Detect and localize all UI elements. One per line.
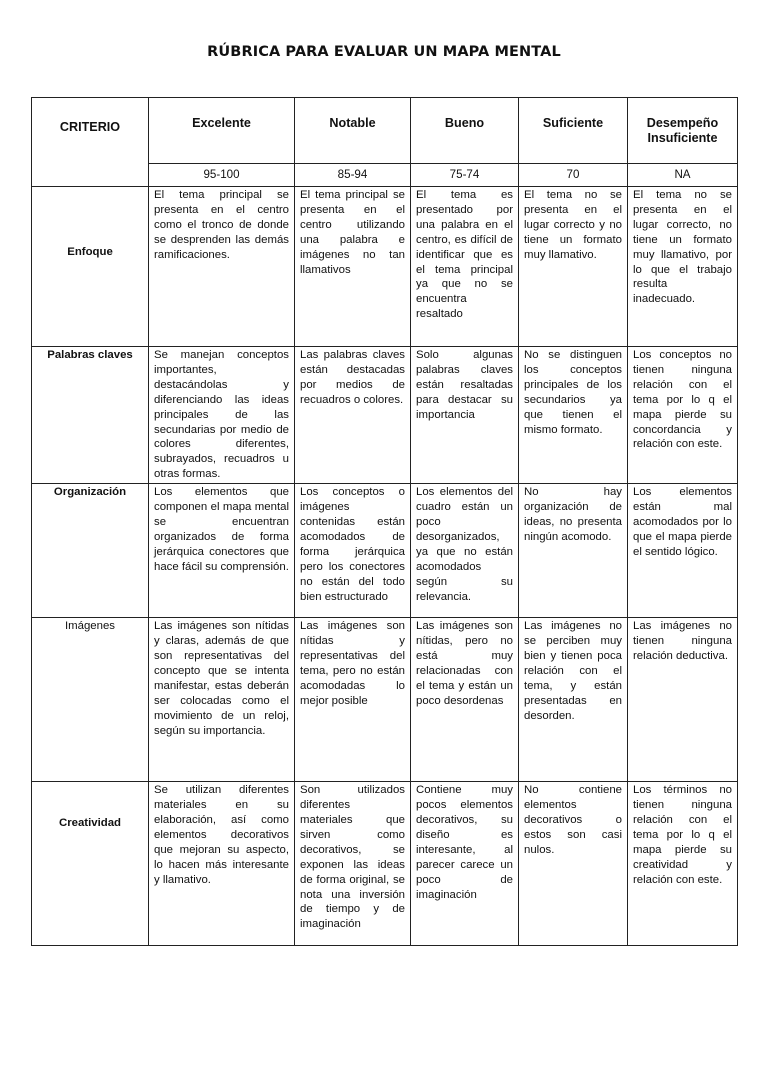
table-cell: Los elementos están mal acomodados por lo que el mapa pierde el sentido lógico. bbox=[628, 484, 738, 618]
table-cell: Los elementos del cuadro están un poco desorganizados, ya que no están acomodados según su relevancia. bbox=[411, 484, 519, 618]
table-cell: Las imágenes son nítidas, pero no está muy relacionadas con el tema y están un poco desordenas bbox=[411, 618, 519, 782]
criterion-imagenes: Imágenes bbox=[32, 618, 149, 782]
level-header-insuficiente: Desempeño Insuficiente bbox=[628, 98, 738, 164]
table-cell: Las imágenes no se perciben muy bien y tienen poca relación con el tema, y están presentadas en desorden. bbox=[519, 618, 628, 782]
table-cell: El tema no se presenta en el lugar correcto, no tiene un formato muy llamativo, por lo que el trabajo resulta inadecuado. bbox=[628, 187, 738, 347]
table-row bbox=[32, 347, 738, 484]
table-cell: Se utilizan diferentes materiales en su elaboración, así como elementos decorativos que mejoran su aspecto, lo hacen más interesante y llamativo. bbox=[149, 782, 295, 946]
level-header-notable: Notable bbox=[295, 98, 411, 164]
table-cell: No contiene elementos decorativos o estos son casi nulos. bbox=[519, 782, 628, 946]
header-row bbox=[32, 98, 738, 164]
criterion-organizacion: Organización bbox=[32, 484, 149, 618]
score-bueno: 75-74 bbox=[411, 164, 519, 187]
page-title: RÚBRICA PARA EVALUAR UN MAPA MENTAL bbox=[207, 44, 561, 60]
table-cell: Los conceptos o imágenes contenidas están acomodados de forma jerárquica pero los conectores no están del todo bien estructurado bbox=[295, 484, 411, 618]
score-excelente: 95-100 bbox=[149, 164, 295, 187]
table-cell: Son utilizados diferentes materiales que sirven como decorativos, se exponen las ideas de forma original, se nota una inversión de tiempo y de imaginación bbox=[295, 782, 411, 946]
table-cell: Las imágenes son nítidas y representativas del tema, pero no están acomodadas lo mejor posible bbox=[295, 618, 411, 782]
level-header-suficiente: Suficiente bbox=[519, 98, 628, 164]
table-cell: Solo algunas palabras claves están resaltadas para destacar su importancia bbox=[411, 347, 519, 484]
table-row bbox=[32, 618, 738, 782]
table-cell: El tema principal se presenta en el centro como el tronco de donde se desprenden las demás ramificaciones. bbox=[149, 187, 295, 347]
rubric-table bbox=[31, 97, 738, 946]
table-cell: Los elementos que componen el mapa mental se encuentran organizados de forma jerárquica conectores que hace fácil su comprensión. bbox=[149, 484, 295, 618]
table-cell: Las imágenes no tienen ninguna relación deductiva. bbox=[628, 618, 738, 782]
table-row bbox=[32, 782, 738, 946]
table-cell: No hay organización de ideas, no presenta ningún acomodo. bbox=[519, 484, 628, 618]
criterion-palabras-claves: Palabras claves bbox=[32, 347, 149, 484]
score-insuficiente: NA bbox=[628, 164, 738, 187]
table-cell: Se manejan conceptos importantes, destacándolas y diferenciando las ideas principales de las secundarias por medio de colores diferentes, subrayados, recuadros u otras formas. bbox=[149, 347, 295, 484]
table-cell: Las palabras claves están destacadas por medios de recuadros o colores. bbox=[295, 347, 411, 484]
criterion-creatividad: Creatividad bbox=[32, 782, 149, 946]
score-notable: 85-94 bbox=[295, 164, 411, 187]
table-cell: Contiene muy pocos elementos decorativos, su diseño es interesante, al parecer carece un poco de imaginación bbox=[411, 782, 519, 946]
table-cell: El tema no se presenta en el lugar correcto y no tiene un formato muy llamativo. bbox=[519, 187, 628, 347]
table-cell: El tema principal se presenta en el centro utilizando una palabra e imágenes no tan llamativos bbox=[295, 187, 411, 347]
table-cell: Los conceptos no tienen ninguna relación con el tema por lo q el mapa pierde su concordancia y relación con este. bbox=[628, 347, 738, 484]
criterio-header: CRITERIO bbox=[32, 98, 149, 187]
table-row bbox=[32, 484, 738, 618]
table-row bbox=[32, 187, 738, 347]
level-header-excelente: Excelente bbox=[149, 98, 295, 164]
score-suficiente: 70 bbox=[519, 164, 628, 187]
level-header-bueno: Bueno bbox=[411, 98, 519, 164]
table-cell: Los términos no tienen ninguna relación con el tema por lo q el mapa pierde su creatividad y relación con este. bbox=[628, 782, 738, 946]
table-cell: Las imágenes son nítidas y claras, además de que son representativas del concepto que se intenta manifestar, estas deberán ser colocadas como el movimiento de un reloj, según su importancia. bbox=[149, 618, 295, 782]
table-cell: El tema es presentado por una palabra en el centro, es difícil de identificar que es el tema principal ya que no se encuentra resaltado bbox=[411, 187, 519, 347]
table-cell: No se distinguen los conceptos principales de los secundarios ya que tienen el mismo formato. bbox=[519, 347, 628, 484]
criterion-enfoque: Enfoque bbox=[32, 187, 149, 347]
